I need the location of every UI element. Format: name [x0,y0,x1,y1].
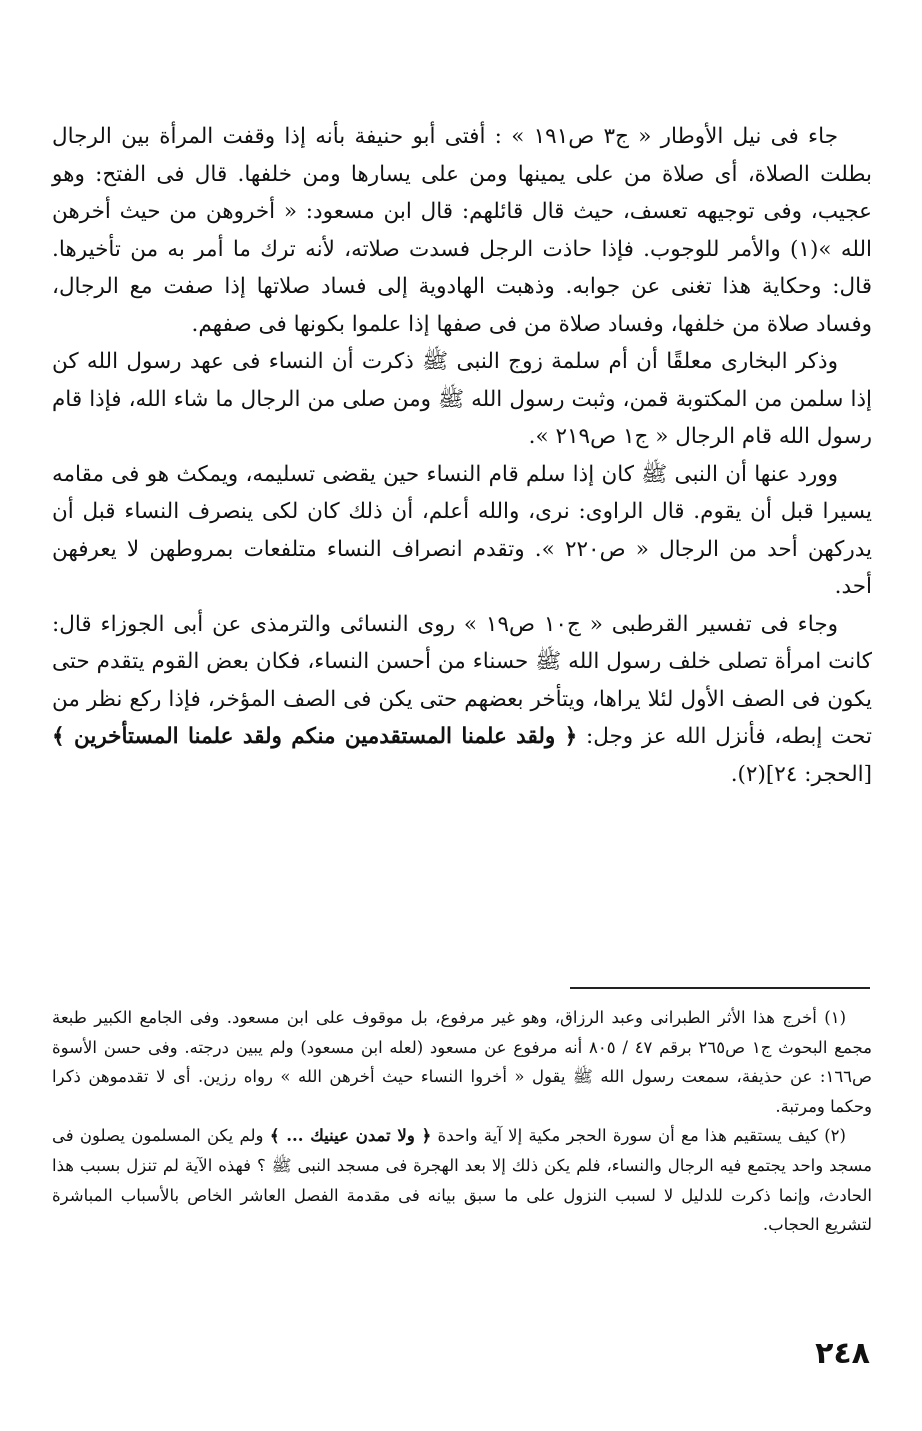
paragraph-4 [52,606,872,794]
paragraph-1: جاء فى نيل الأوطار « ج٣ ص١٩١ » : أفتى أبو حنيفة بأنه إذا وقفت المرأة بين الرجال بطلت الصلاة، أى صلاة من على يمينها ومن على يسارها ومن خلفها. قال فى الفتح: وهو عجيب، وفى توجيهه تعسف، حيث قال قائلهم: قال ابن مسعود: « أخروهن من حيث أخرهن الله »(١) والأمر للوجوب. فإذا حاذت الرجل فسدت صلاته، لأنه ترك ما أمر به من تأخيرها. قال: وحكاية هذا تغنى عن جوابه. وذهبت الهادوية إلى فساد صلاتها إذا صفت مع الرجال، وفساد صلاة من خلفها، وفساد صلاة من فى صفها إذا علموا بكونها فى صفهم. [52,124,872,337]
footnote-2-text: ولم يكن المسلمون يصلون فى مسجد واحد يجتمع فيه الرجال والنساء، فلم يكن ذلك إلا بعد الهجرة فى مسجد النبى ﷺ ؟ فهذه الآية لم تنزل بسبب هذا الحادث، وإنما ذكرت للدليل لا لسبب النزول على ما سبق بيانه فى مقدمة الفصل العاشر الخاص بالأسباب المباشرة لتشريع الحجاب. [52,1126,872,1235]
footnotes [52,1003,872,1240]
verse-reference: [الحجر: ٢٤](٢). [730,761,872,787]
quran-verse: ﴿ ولقد علمنا المستقدمين منكم ولقد علمنا المستأخرين ﴾ [52,724,578,749]
footnote-2 [52,1121,872,1239]
paragraph-4-text: وجاء فى تفسير القرطبى « ج١٠ ص١٩ » روى النسائى والترمذى عن أبى الجوزاء قال: كانت امرأة تصلى خلف رسول الله ﷺ حسناء من أحسن النساء، فكان بعض القوم يتقدم حتى يكون فى الصف الأول لئلا يراها، ويتأخر بعضهم حتى يكن فى الصف المؤخر، فإذا ركع نظر من تحت إبطه، فأنزل الله عز وجل: [52,611,872,749]
paragraph-2: وذكر البخارى معلقًا أن أم سلمة زوج النبى ﷺ ذكرت أن النساء فى عهد رسول الله كن إذا سلمن من المكتوبة قمن، وثبت رسول الله ﷺ ومن صلى من الرجال ما شاء الله، فإذا قام رسول الله قام الرجال « ج١ ص٢١٩ ». [52,349,872,449]
page-number: ٢٤٨ [815,1336,870,1371]
footnote-1: (١) أخرج هذا الأثر الطبرانى وعبد الرزاق، وهو غير مرفوع، بل موقوف على ابن مسعود. وفى الجامع الكبير طبعة مجمع البحوث ج١ ص٢٦٥ برقم ٤٧ / ٨٠٥ أنه مرفوع عن مسعود (لعله ابن مسعود) ولم يبين درجته. وفى حسن الأسوة ص١٦٦: عن حذيفة، سمعت رسول الله ﷺ يقول « أخروا النساء حيث أخرهن الله » رواه رزين. أى لا تقدموهن ذكرا وحكما ومرتبة. [52,1008,872,1116]
page-body [52,118,872,793]
footnote-divider [570,987,870,989]
main-text [52,118,872,793]
footnote-2-lead: (٢) كيف يستقيم هذا مع أن سورة الحجر مكية إلا آية واحدة [437,1126,846,1146]
footnote-2-verse: ﴿ ولا تمدن عينيك ... ﴾ [269,1126,432,1146]
paragraph-3: وورد عنها أن النبى ﷺ كان إذا سلم قام النساء حين يقضى تسليمه، ويمكث هو فى مقامه يسيرا قبل أن يقوم. قال الراوى: نرى، والله أعلم، أن ذلك كان لكى ينصرف النساء قبل أن يدركهن أحد من الرجال « ص٢٢٠ ». وتقدم انصراف النساء متلفعات بمروطهن لا يعرفهن أحد. [52,461,872,599]
